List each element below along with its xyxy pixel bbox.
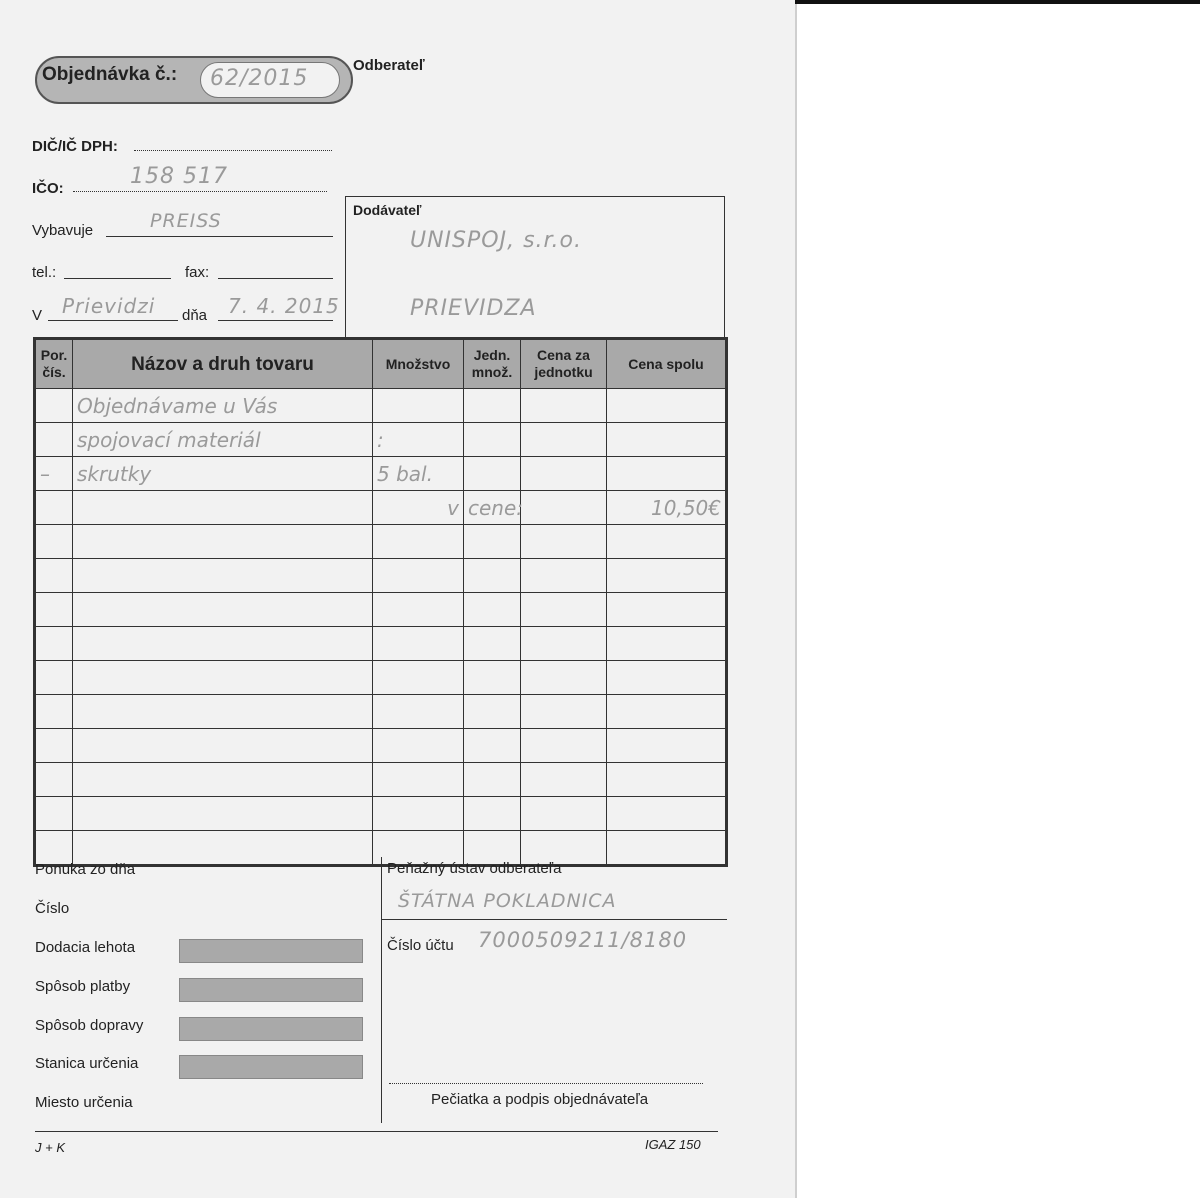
col-header-name: Názov a druh tovaru [73, 339, 373, 389]
cell-por[interactable] [35, 627, 73, 661]
cell-qty[interactable] [373, 525, 464, 559]
cell-unit[interactable] [464, 525, 521, 559]
cell-unit[interactable] [464, 559, 521, 593]
buyer-label: Odberateľ [353, 57, 425, 74]
tel-label: tel.: [32, 264, 57, 281]
supplier-city: PRIEVIDZA [410, 296, 537, 321]
cell-name[interactable] [73, 525, 373, 559]
cell-por[interactable] [35, 525, 73, 559]
table-row [35, 627, 727, 661]
order-number-value: 62/2015 [210, 66, 309, 91]
cell-unit-price[interactable] [521, 695, 607, 729]
cell-unit-price[interactable] [521, 763, 607, 797]
date-field[interactable] [218, 320, 333, 321]
cell-qty[interactable] [373, 695, 464, 729]
cell-unit[interactable] [464, 661, 521, 695]
footer-divider [381, 857, 382, 1123]
cell-qty[interactable] [373, 593, 464, 627]
date-label: dňa [182, 307, 208, 324]
cell-por[interactable] [35, 661, 73, 695]
table-row [35, 389, 727, 423]
table-row [35, 457, 727, 491]
cell-total[interactable] [607, 729, 727, 763]
handled-by-value: PREISS [150, 210, 222, 232]
dic-label: DIČ/IČ DPH: [32, 138, 118, 155]
cell-name[interactable] [73, 763, 373, 797]
cell-por[interactable] [35, 389, 73, 423]
cell-qty[interactable]: v [373, 491, 464, 525]
cell-unit-price[interactable] [521, 661, 607, 695]
cell-unit-price[interactable] [521, 559, 607, 593]
table-row [35, 763, 727, 797]
cell-unit-price[interactable] [521, 525, 607, 559]
cell-name[interactable] [73, 593, 373, 627]
place-field[interactable] [48, 320, 178, 321]
cell-total[interactable] [607, 559, 727, 593]
items-table [33, 337, 728, 867]
cell-name[interactable]: skrutky [73, 457, 373, 491]
cell-total[interactable] [607, 525, 727, 559]
cell-unit[interactable] [464, 457, 521, 491]
cell-unit[interactable] [464, 627, 521, 661]
table-row [35, 661, 727, 695]
tel-field[interactable] [64, 278, 171, 279]
cell-qty[interactable] [373, 661, 464, 695]
payment-label: Spôsob platby [35, 978, 131, 995]
form-code: IGAZ 150 [645, 1137, 701, 1152]
bank-label: Peňažný ústav odberateľa [387, 860, 562, 877]
cell-unit[interactable] [464, 797, 521, 831]
cell-total[interactable] [607, 797, 727, 831]
cell-unit-price[interactable] [521, 729, 607, 763]
cell-name[interactable]: Objednávame u Vás [73, 389, 373, 423]
cell-total[interactable] [607, 763, 727, 797]
cell-total[interactable] [607, 627, 727, 661]
table-row [35, 593, 727, 627]
scan-edge [795, 0, 1200, 4]
cell-qty[interactable] [373, 559, 464, 593]
ico-field[interactable] [73, 191, 327, 192]
bank-value: ŠTÁTNA POKLADNICA [398, 890, 617, 912]
cell-por[interactable] [35, 763, 73, 797]
cell-unit-price[interactable] [521, 797, 607, 831]
col-header-unit: Jedn. množ. [464, 339, 521, 389]
transport-field[interactable] [179, 1017, 363, 1041]
cell-name[interactable] [73, 559, 373, 593]
station-label: Stanica určenia [35, 1055, 139, 1072]
payment-field[interactable] [179, 978, 363, 1002]
col-header-qty: Množstvo [373, 339, 464, 389]
cell-unit[interactable] [464, 729, 521, 763]
cell-name[interactable] [73, 491, 373, 525]
delivery-label: Dodacia lehota [35, 939, 136, 956]
place-label: V [32, 307, 43, 324]
col-header-unit-price: Cena za jednotku [521, 339, 607, 389]
number-label: Číslo [35, 900, 70, 917]
cell-por[interactable] [35, 559, 73, 593]
table-row [35, 423, 727, 457]
cell-por[interactable] [35, 423, 73, 457]
table-row [35, 525, 727, 559]
order-number-label: Objednávka č.: [42, 64, 178, 85]
cell-unit-price[interactable] [521, 389, 607, 423]
cell-por[interactable] [35, 491, 73, 525]
cell-unit[interactable] [464, 695, 521, 729]
cell-total[interactable] [607, 423, 727, 457]
cell-unit[interactable] [464, 389, 521, 423]
delivery-field[interactable] [179, 939, 363, 963]
cell-qty[interactable] [373, 729, 464, 763]
date-value: 7. 4. 2015 [228, 294, 340, 318]
cell-total[interactable]: 10,50€ [607, 491, 727, 525]
handled-by-field[interactable] [106, 236, 333, 237]
cell-unit[interactable] [464, 593, 521, 627]
cell-name[interactable] [73, 661, 373, 695]
dic-field[interactable] [134, 150, 332, 151]
cell-por[interactable] [35, 593, 73, 627]
offer-date-label: Ponuka zo dňa [35, 861, 136, 878]
fax-label: fax: [185, 264, 210, 281]
table-row [35, 559, 727, 593]
cell-unit-price[interactable] [521, 627, 607, 661]
cell-qty[interactable] [373, 627, 464, 661]
cell-total[interactable] [607, 593, 727, 627]
cell-unit-price[interactable] [521, 491, 607, 525]
cell-name[interactable]: spojovací materiál [73, 423, 373, 457]
cell-unit[interactable] [464, 423, 521, 457]
handled-by-label: Vybavuje [32, 222, 94, 239]
cell-qty[interactable] [373, 797, 464, 831]
table-row [35, 491, 727, 525]
cell-name[interactable] [73, 729, 373, 763]
stamp-signature-field[interactable] [389, 1083, 703, 1084]
account-label: Číslo účtu [387, 937, 454, 954]
cell-unit[interactable] [464, 763, 521, 797]
cell-por[interactable] [35, 797, 73, 831]
cell-unit-price[interactable] [521, 423, 607, 457]
cell-qty[interactable] [373, 763, 464, 797]
ico-label: IČO: [32, 180, 64, 197]
cell-qty[interactable]: 5 bal. [373, 457, 464, 491]
ico-value: 158 517 [130, 164, 228, 189]
bank-field[interactable] [381, 919, 727, 920]
cell-name[interactable] [73, 797, 373, 831]
cell-unit-price[interactable] [521, 593, 607, 627]
cell-unit[interactable]: cene: [464, 491, 521, 525]
col-header-por: Por. čís. [35, 339, 73, 389]
cell-name[interactable] [73, 627, 373, 661]
bottom-rule [35, 1131, 718, 1132]
cell-unit-price[interactable] [521, 457, 607, 491]
cell-por[interactable]: – [35, 457, 73, 491]
cell-name[interactable] [73, 695, 373, 729]
place-value: Prievidzi [62, 294, 156, 318]
destination-label: Miesto určenia [35, 1094, 133, 1111]
table-row [35, 695, 727, 729]
cell-por[interactable] [35, 695, 73, 729]
publisher-mark: J + K [35, 1140, 65, 1155]
supplier-name: UNISPOJ, s.r.o. [410, 228, 582, 253]
cell-total[interactable] [607, 661, 727, 695]
fax-field[interactable] [218, 278, 333, 279]
transport-label: Spôsob dopravy [35, 1017, 144, 1034]
cell-total[interactable] [607, 457, 727, 491]
cell-qty[interactable] [373, 389, 464, 423]
col-header-total: Cena spolu [607, 339, 727, 389]
table-row [35, 797, 727, 831]
cell-total[interactable] [607, 831, 727, 866]
cell-total[interactable] [607, 389, 727, 423]
stamp-label: Pečiatka a podpis objednávateľa [431, 1091, 649, 1108]
table-row [35, 729, 727, 763]
account-value: 7000509211/8180 [478, 928, 688, 952]
cell-qty[interactable]: : [373, 423, 464, 457]
station-field[interactable] [179, 1055, 363, 1079]
cell-por[interactable] [35, 729, 73, 763]
cell-total[interactable] [607, 695, 727, 729]
supplier-label: Dodávateľ [353, 202, 422, 218]
